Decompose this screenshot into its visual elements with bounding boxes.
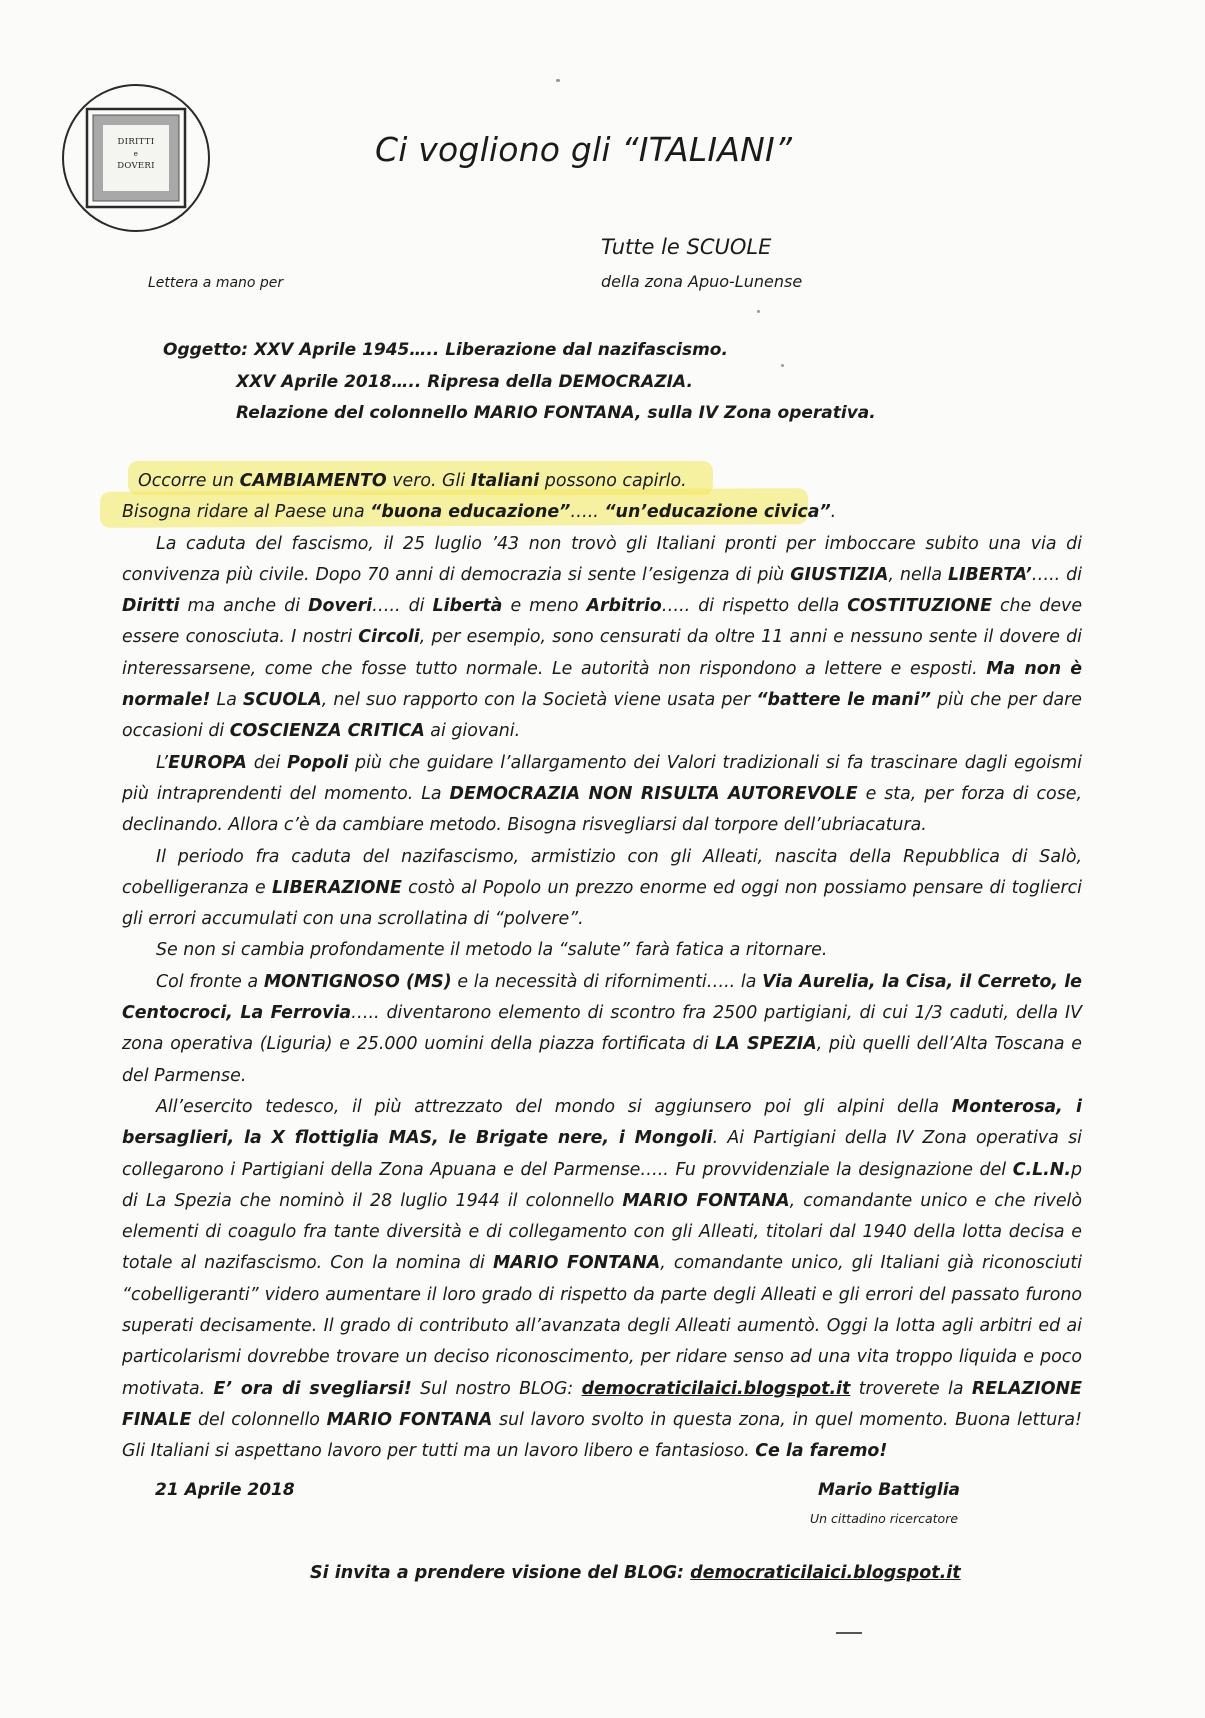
letter-title: Ci vogliono gli “ITALIANI”	[375, 130, 793, 169]
body-paragraph-6: Se non si cambia profondamente il metodo la “salute” farà fatica a ritornare.	[156, 940, 828, 961]
blog-invite: Si invita a prendere visione del BLOG: democraticilaici.blogspot.it	[310, 1563, 961, 1583]
recipient-line-2: della zona Apuo-Lunense	[601, 272, 803, 291]
letter-body	[122, 466, 1082, 1468]
scan-speck	[556, 79, 560, 82]
subject-line-3: Relazione del colonnello MARIO FONTANA, sulla IV Zona operativa.	[236, 403, 876, 423]
body-paragraph-3: La caduta del fascismo, il 25 luglio ’43 non trovò gli Italiani pronti per imboccare subito una via di convivenza più civile. Dopo 70 anni di democrazia si sente l’esigenza di più GIUSTIZIA, nella LIBERTA’….. di Diritti ma anche di Doveri….. di Libertà e meno Arbitrio….. di rispetto della COSTITUZIONE che deve essere conosciuta. I nostri Circoli, per esempio, sono censurati da oltre 11 anni e nessuno sente il dovere di interessarsene, come che fosse tutto normale. Le autorità non rispondono a lettere e esposti. Ma non è normale! La SCUOLA, nel suo rapporto con la Società viene usata per “battere le mani” più che per dare occasioni di COSCIENZA CRITICA ai giovani.	[122, 533, 1083, 742]
delivery-note: Lettera a mano per	[148, 275, 284, 291]
body-paragraph-4: L’EUROPA dei Popoli più che guidare l’allargamento dei Valori tradizionali si fa trascinare dagli egoismi più intraprendenti del momento. La DEMOCRAZIA NON RISULTA AUTOREVOLE e sta, per forza di cose, declinando. Allora c’è da cambiare metodo. Bisogna risvegliarsi dal torpore dell’ubriacatura.	[122, 752, 1082, 836]
diritti-doveri-logo	[60, 82, 212, 234]
scan-speck	[757, 310, 760, 313]
logo-line-2: e	[133, 150, 139, 158]
subject-line-2: XXV Aprile 2018….. Ripresa della DEMOCRAZIA.	[236, 372, 693, 392]
logo-line-3: DOVERI	[117, 161, 155, 171]
scan-speck	[781, 364, 784, 367]
logo-line-1: DIRITTI	[117, 137, 155, 147]
body-paragraph-1: Occorre un CAMBIAMENTO vero. Gli Italiani possono capirlo.	[138, 471, 687, 491]
body-paragraph-2: Bisogna ridare al Paese una “buona educazione”….. “un’educazione civica”.	[122, 502, 837, 523]
body-paragraph-7: Col fronte a MONTIGNOSO (MS) e la necessità di rifornimenti….. la Via Aurelia, la Cisa, il Cerreto, le Centocroci, La Ferrovia….. diventarono elemento di scontro fra 2500 partigiani, di cui 1/3 caduti, della IV zona operativa (Liguria) e 25.000 uomini della piazza fortificata di LA SPEZIA, più quelli dell’Alta Toscana e del Parmense.	[122, 971, 1082, 1086]
subject-line-1: Oggetto: XXV Aprile 1945….. Liberazione dal nazifascismo.	[163, 340, 728, 360]
scan-mark	[836, 1632, 862, 1634]
letter-date: 21 Aprile 2018	[155, 1480, 295, 1500]
blog-link[interactable]: democraticilaici.blogspot.it	[581, 1378, 851, 1399]
signature-name: Mario Battiglia	[818, 1480, 961, 1500]
body-paragraph-5: Il periodo fra caduta del nazifascismo, armistizio con gli Alleati, nascita della Repubblica di Salò, cobelligeranza e LIBERAZIONE costò al Popolo un prezzo enorme ed oggi non possiamo pensare di toglierci gli errori accumulati con una scrollatina di “polvere”.	[122, 846, 1082, 930]
body-paragraph-8: All’esercito tedesco, il più attrezzato del mondo si aggiunsero poi gli alpini della Monterosa, i bersaglieri, la X flottiglia MAS, le Brigate nere, i Mongoli. Ai Partigiani della IV Zona operativa si collegarono i Partigiani della Zona Apuana e del Parmense….. Fu provvidenziale la designazione del C.L.N.p di La Spezia che nominò il 28 luglio 1944 il colonnello MARIO FONTANA, comandante unico e che rivelò elementi di coagulo fra tante diversità e di collegamento con gli Alleati, titolari dal 1940 della lotta decisa e totale al nazifascismo. Con la nomina di MARIO FONTANA, comandante unico, gli Italiani già riconosciuti “cobelligeranti” videro aumentare il loro grado di rispetto da parte degli Alleati e gli errori del passato furono superati decisamente. Il grado di contributo all’avanzata degli Alleati aumentò. Oggi la lotta agli arbitri ed ai particolarismi dovrebbe trovare un deciso riconoscimento, per ridare senso ad una vita troppo liquida e poco motivata. E’ ora di svegliarsi! Sul nostro BLOG: democraticilaici.blogspot.it troverete la RELAZIONE FINALE del colonnello MARIO FONTANA sul lavoro svolto in questa zona, in quel momento. Buona lettura! Gli Italiani si aspettano lavoro per tutti ma un lavoro libero e fantasioso. Ce la faremo!	[122, 1096, 1083, 1462]
recipient-line-1: Tutte le SCUOLE	[601, 235, 772, 259]
invite-blog-link[interactable]: democraticilaici.blogspot.it	[690, 1563, 961, 1583]
signature-role: Un cittadino ricercatore	[810, 1511, 959, 1526]
